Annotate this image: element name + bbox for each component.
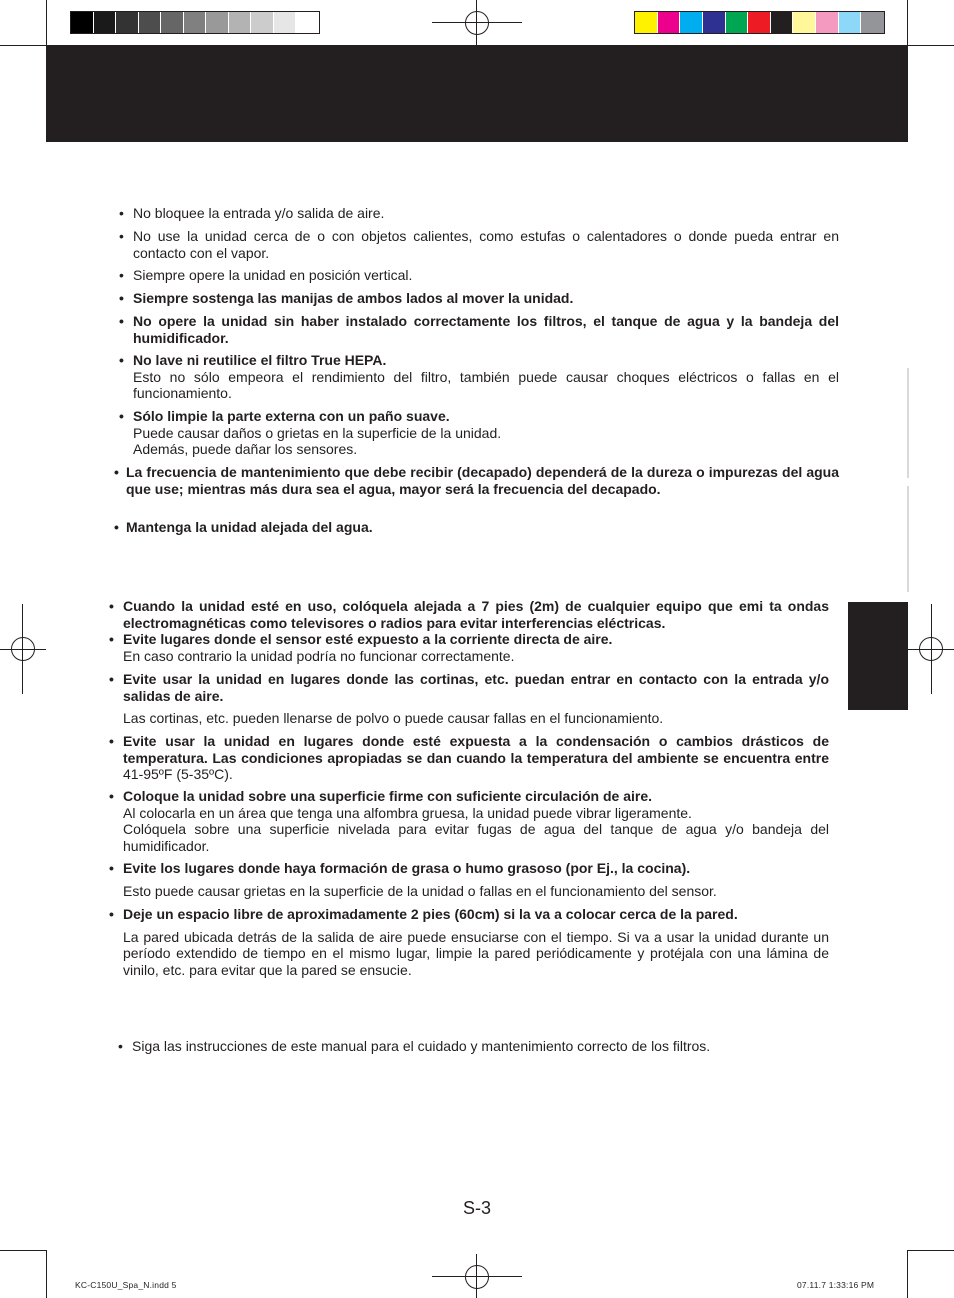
item-text: Puede causar daños o grietas en la superficie de la unidad. xyxy=(133,424,502,441)
item-text: Colóquela sobre una superficie nivelada para evitar fugas de agua del tanque de agua y/o bandeja del humidificador. xyxy=(123,821,829,854)
list-item xyxy=(119,313,839,346)
crop-mark xyxy=(0,1250,46,1251)
item-text: La frecuencia de mantenimiento que debe recibir (decapado) dependerá de la dureza o impurezas del agua que use; mientras más dura sea el agua, mayor será la frecuencia del decapado. xyxy=(126,464,839,497)
side-divider xyxy=(907,368,909,478)
item-text: Siga las instrucciones de este manual para el cuidado y mantenimiento correcto de los filtros. xyxy=(132,1038,711,1054)
color-swatch xyxy=(816,12,839,33)
bullet: • xyxy=(119,205,124,221)
item-text: Al colocarla en un área que tenga una alfombra gruesa, la unidad puede vibrar ligeramente. xyxy=(123,804,692,821)
list-item xyxy=(119,228,839,261)
registration-mark-icon xyxy=(11,637,35,661)
color-swatch xyxy=(726,12,749,33)
color-bar xyxy=(634,11,885,34)
crop-mark xyxy=(46,0,47,45)
registration-mark-icon xyxy=(919,637,943,661)
list-item xyxy=(114,519,839,536)
list-item xyxy=(119,352,839,402)
list-item xyxy=(119,408,839,458)
bullet: • xyxy=(119,267,124,283)
color-swatch xyxy=(71,12,94,33)
list-item xyxy=(119,290,839,307)
color-swatch xyxy=(251,12,274,33)
color-swatch xyxy=(771,12,794,33)
list-item xyxy=(118,1038,838,1055)
item-text: Siempre sostenga las manijas de ambos lados al mover la unidad. xyxy=(133,290,574,306)
bullet: • xyxy=(119,228,124,244)
bullet: • xyxy=(119,408,124,424)
item-heading: Coloque la unidad sobre una superficie firme con suficiente circulación de aire. xyxy=(123,788,653,804)
page-header-bar xyxy=(46,45,908,142)
crop-mark xyxy=(908,1250,954,1251)
bullet: • xyxy=(109,860,114,876)
bullet: • xyxy=(109,906,114,922)
bullet: • xyxy=(109,631,114,647)
side-tab xyxy=(848,602,908,710)
color-swatch xyxy=(94,12,117,33)
item-text: Mantenga la unidad alejada del agua. xyxy=(126,519,373,535)
list-item xyxy=(114,464,839,497)
crop-mark xyxy=(46,1250,47,1298)
color-swatch xyxy=(274,12,297,33)
timestamp-slug: 07.11.7 1:33:16 PM xyxy=(797,1280,875,1290)
bullet: • xyxy=(119,290,124,306)
item-text: Además, puede dañar los sensores. xyxy=(133,441,358,457)
item-heading: Evite usar la unidad en lugares donde esté expuesta a la condensación o cambios drásticos de temperatura. Las condiciones apropiadas se dan cuando la temperatura del ambiente se encuentra entre xyxy=(123,733,829,766)
item-text: La pared ubicada detrás de la salida de aire puede ensuciarse con el tiempo. Si va a usar la unidad durante un período extendido de tiempo en el mismo lugar, limpie la pared periódicamente y protéjala con una lámina de vinilo, etc. para evitar que la pared se ensucie. xyxy=(123,928,829,978)
color-swatch xyxy=(793,12,816,33)
color-swatch xyxy=(161,12,184,33)
color-swatch xyxy=(658,12,681,33)
file-slug: KC-C150U_Spa_N.indd 5 xyxy=(75,1280,177,1290)
item-heading: Evite lugares donde el sensor esté expuesto a la corriente directa de aire. xyxy=(123,631,613,647)
grayscale-bar xyxy=(70,11,320,34)
list-item xyxy=(109,906,829,978)
color-swatch xyxy=(839,12,862,33)
bullet: • xyxy=(119,313,124,329)
item-text: En caso contrario la unidad podría no funcionar correctamente. xyxy=(123,647,515,664)
color-swatch xyxy=(229,12,252,33)
color-swatch xyxy=(206,12,229,33)
list-item xyxy=(109,631,829,664)
bullet: • xyxy=(114,464,119,480)
bullet: • xyxy=(119,352,124,368)
color-swatch xyxy=(748,12,771,33)
list-item xyxy=(109,671,829,727)
list-item xyxy=(109,788,829,854)
registration-mark-icon xyxy=(465,11,489,35)
bullet: • xyxy=(109,788,114,804)
item-text: No bloquee la entrada y/o salida de aire. xyxy=(133,205,385,221)
bullet: • xyxy=(114,519,119,535)
item-heading: Deje un espacio libre de aproximadamente 2 pies (60cm) si la va a colocar cerca de la pared. xyxy=(123,906,738,922)
crop-mark xyxy=(0,45,46,46)
crop-mark xyxy=(907,1250,908,1298)
item-text: No use la unidad cerca de o con objetos calientes, como estufas o calentadores o donde pueda entrar en contacto con el vapor. xyxy=(133,228,839,261)
item-heading: Sólo limpie la parte externa con un paño suave. xyxy=(133,408,450,424)
color-swatch xyxy=(680,12,703,33)
item-text: Esto no sólo empeora el rendimiento del filtro, también puede causar choques eléctricos o fallas en el funcionamiento. xyxy=(133,368,839,401)
item-text: Cuando la unidad esté en uso, colóquela alejada a 7 pies (2m) de cualquier equipo que emi ta ondas electromagnéticas como televisores o radios para evitar interferencias eléctricas. xyxy=(123,598,829,631)
list-item xyxy=(109,860,829,899)
color-swatch xyxy=(139,12,162,33)
item-heading: Evite los lugares donde haya formación de grasa o humo grasoso (por Ej., la cocina). xyxy=(123,860,691,876)
item-text: 41-95ºF (5-35ºC). xyxy=(123,766,233,782)
color-swatch xyxy=(635,12,658,33)
crop-mark xyxy=(908,45,954,46)
color-swatch xyxy=(184,12,207,33)
registration-mark-icon xyxy=(465,1265,489,1289)
side-divider xyxy=(907,486,909,592)
page-number: S-3 xyxy=(463,1198,492,1218)
item-text: Siempre opere la unidad en posición vertical. xyxy=(133,267,413,283)
item-heading: Evite usar la unidad en lugares donde las cortinas, etc. puedan entrar en contacto con la entrada y/o salidas de aire. xyxy=(123,671,829,704)
color-swatch xyxy=(296,12,319,33)
list-item xyxy=(119,267,839,284)
item-text: Las cortinas, etc. pueden llenarse de polvo o puede causar fallas en el funcionamiento. xyxy=(123,710,664,726)
color-swatch xyxy=(703,12,726,33)
list-item xyxy=(109,733,829,783)
item-text: Esto puede causar grietas en la superficie de la unidad o fallas en el funcionamiento del sensor. xyxy=(123,882,717,899)
list-item xyxy=(109,598,829,631)
item-heading: No lave ni reutilice el filtro True HEPA. xyxy=(133,352,387,368)
color-swatch xyxy=(116,12,139,33)
crop-mark xyxy=(907,0,908,45)
list-item xyxy=(119,205,839,222)
item-text: No opere la unidad sin haber instalado correctamente los filtros, el tanque de agua y la bandeja del humidificador. xyxy=(133,313,839,346)
bullet: • xyxy=(109,733,114,749)
color-swatch xyxy=(861,12,884,33)
bullet: • xyxy=(109,671,114,687)
bullet: • xyxy=(118,1038,123,1054)
bullet: • xyxy=(109,598,114,614)
